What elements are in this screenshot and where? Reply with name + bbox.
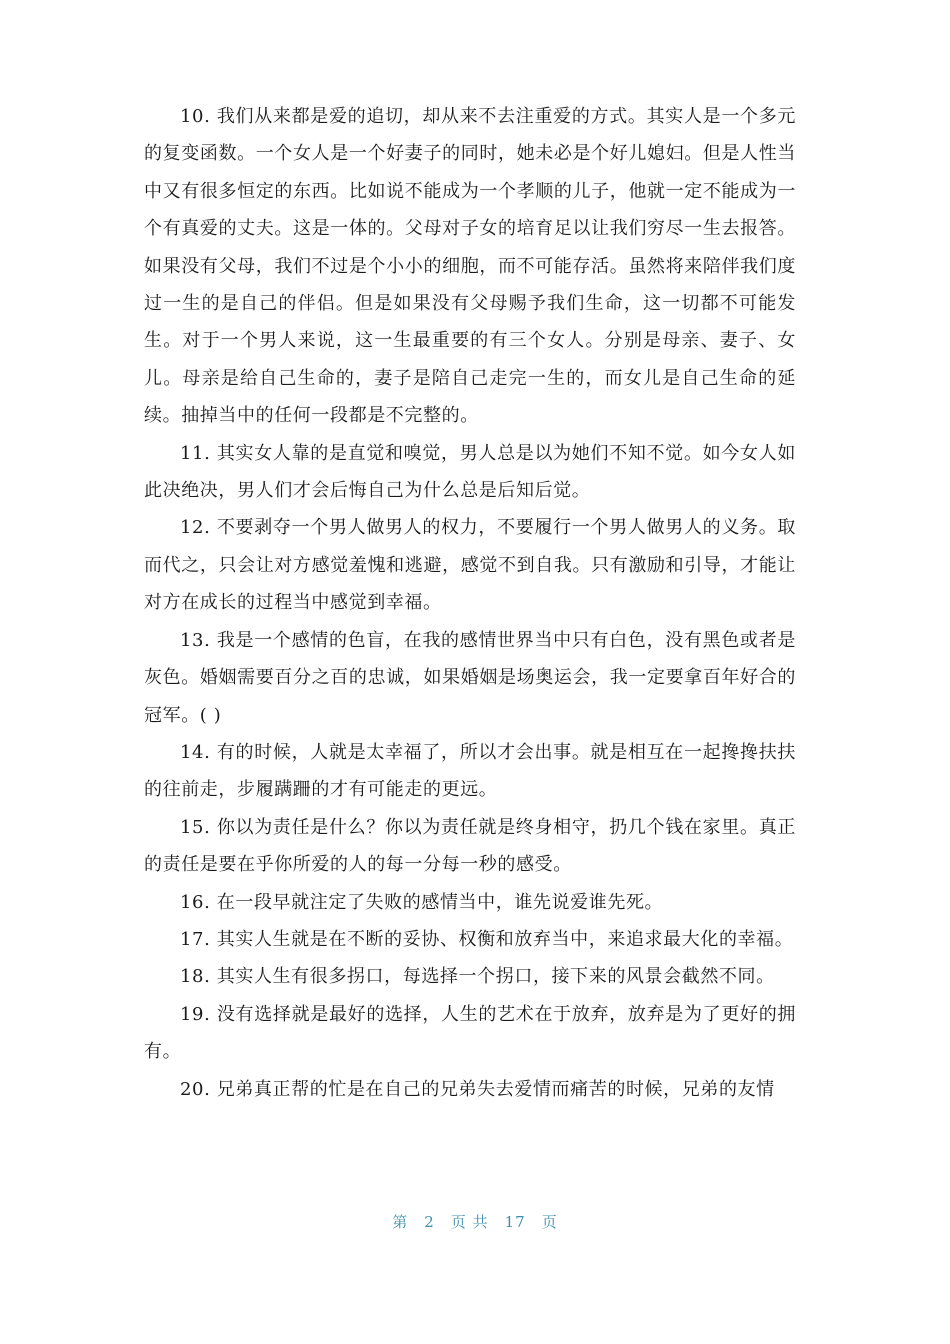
footer-middle: 页 共 [450, 1213, 489, 1231]
paragraph: 20. 兄弟真正帮的忙是在自己的兄弟失去爱情而痛苦的时候，兄弟的友情 [180, 1078, 775, 1100]
paragraph: 13. 我是一个感情的色盲，在我的感情世界当中只有白色，没有黑色或者是灰色。婚姻需要百分之百的忠诚，如果婚姻是场奥运会，我一定要拿百年好合的冠军。( ) [144, 629, 796, 726]
paragraph: 12. 不要剥夺一个男人做男人的权力，不要履行一个男人做男人的义务。取而代之，只会让对方感觉羞愧和逃避，感觉不到自我。只有激励和引导，才能让对方在成长的过程当中感觉到幸福。 [144, 517, 796, 614]
paragraph: 18. 其实人生有很多拐口，每选择一个拐口，接下来的风景会截然不同。 [180, 966, 775, 988]
page-footer [0, 1211, 950, 1232]
paragraph: 11. 其实女人靠的是直觉和嗅觉，男人总是以为她们不知不觉。如今女人如此决绝决，男人们才会后悔自己为什么总是后知后觉。 [144, 442, 796, 502]
paragraph: 15. 你以为责任是什么？你以为责任就是终身相守，扔几个钱在家里。真正的责任是要在乎你所爱的人的每一分每一秒的感受。 [144, 816, 796, 876]
footer-prefix: 第 [392, 1213, 409, 1231]
document-body [144, 98, 796, 1108]
paragraph: 19. 没有选择就是最好的选择，人生的艺术在于放弃，放弃是为了更好的拥有。 [144, 1003, 796, 1063]
paragraph: 16. 在一段早就注定了失败的感情当中，谁先说爱谁先死。 [180, 891, 664, 913]
paragraph: 10. 我们从来都是爱的追切，却从来不去注重爱的方式。其实人是一个多元的复变函数。一个女人是一个好妻子的同时，她未必是个好儿媳妇。但是人性当中又有很多恒定的东西。比如说不能成为一个孝顺的儿子，他就一定不能成为一个有真爱的丈夫。这是一体的。父母对子女的培育足以让我们穷尽一生去报答。如果没有父母，我们不过是个小小的细胞，而不可能存活。虽然将来陪伴我们度过一生的是自己的伴侣。但是如果没有父母赐予我们生命，这一切都不可能发生。对于一个男人来说，这一生最重要的有三个女人。分别是母亲、妻子、女儿。母亲是给自己生命的，妻子是陪自己走完一生的，而女儿是自己生命的延续。抽掉当中的任何一段都是不完整的。 [144, 106, 796, 427]
total-pages-number: 17 [504, 1213, 526, 1231]
paragraph: 14. 有的时候，人就是太幸福了，所以才会出事。就是相互在一起搀搀扶扶的往前走，步履蹒跚的才有可能走的更远。 [144, 741, 796, 801]
footer-suffix: 页 [541, 1213, 558, 1231]
current-page-number: 2 [424, 1213, 435, 1231]
paragraph: 17. 其实人生就是在不断的妥协、权衡和放弃当中，来追求最大化的幸福。 [180, 928, 794, 950]
